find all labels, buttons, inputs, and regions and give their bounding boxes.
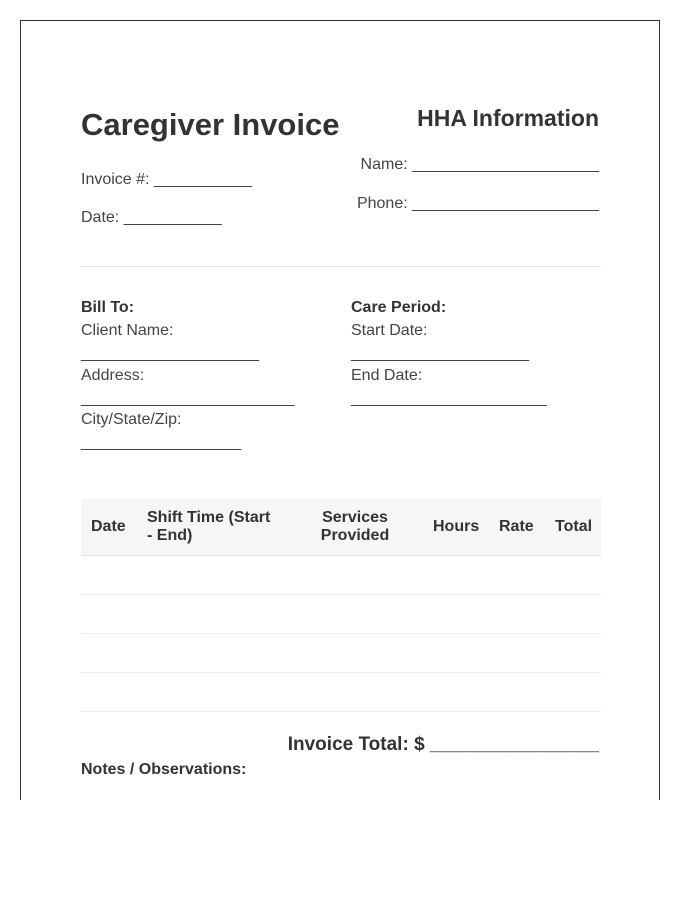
column-header-hours: Hours [423, 499, 489, 556]
table-cell[interactable] [489, 556, 545, 595]
table-cell[interactable] [489, 634, 545, 673]
address-label: Address: [81, 367, 145, 384]
section-divider [81, 266, 601, 267]
table-cell[interactable] [423, 556, 489, 595]
table-cell[interactable] [423, 634, 489, 673]
client-name-label: Client Name: [81, 322, 174, 339]
table-cell[interactable] [287, 673, 423, 712]
column-header-shift-time: Shift Time (Start - End) [137, 499, 287, 556]
client-name-line[interactable]: ____________________ [81, 345, 259, 362]
invoice-date-label: Date: [81, 209, 120, 226]
table-cell[interactable] [81, 595, 137, 634]
table-cell[interactable] [137, 673, 287, 712]
table-row[interactable] [81, 634, 601, 673]
hha-phone-field[interactable] [357, 195, 599, 213]
table-row[interactable] [81, 556, 601, 595]
invoice-total-field[interactable] [288, 734, 599, 756]
hha-phone-line[interactable]: _____________________ [412, 195, 599, 212]
table-cell[interactable] [545, 673, 601, 712]
start-date-label: Start Date: [351, 322, 428, 339]
table-row[interactable] [81, 673, 601, 712]
city-state-zip-line[interactable]: __________________ [81, 434, 242, 451]
hha-information-heading: HHA Information [417, 105, 599, 131]
table-cell[interactable] [287, 634, 423, 673]
table-cell[interactable] [489, 673, 545, 712]
table-cell[interactable] [137, 595, 287, 634]
invoice-number-label: Invoice #: [81, 171, 150, 188]
services-table [81, 499, 601, 712]
table-cell[interactable] [81, 634, 137, 673]
notes-label: Notes / Observations: [81, 761, 247, 778]
hha-phone-label: Phone: [356, 195, 408, 212]
table-cell[interactable] [137, 634, 287, 673]
invoice-number-line[interactable]: ___________ [153, 171, 252, 188]
address-line[interactable]: ________________________ [81, 390, 295, 407]
table-cell[interactable] [489, 595, 545, 634]
invoice-total-line[interactable]: ________________ [429, 734, 599, 755]
care-period-heading: Care Period: [351, 299, 447, 316]
invoice-number-field[interactable] [81, 171, 252, 189]
table-cell[interactable] [545, 634, 601, 673]
table-cell[interactable] [81, 556, 137, 595]
hha-name-line[interactable]: _____________________ [412, 156, 599, 173]
hha-name-field[interactable] [361, 156, 599, 174]
column-header-date: Date [81, 499, 137, 556]
table-cell[interactable] [287, 595, 423, 634]
invoice-page [20, 20, 660, 800]
table-cell[interactable] [81, 673, 137, 712]
hha-name-label: Name: [360, 156, 408, 173]
table-header-row [81, 499, 601, 556]
table-cell[interactable] [423, 595, 489, 634]
table-cell[interactable] [545, 595, 601, 634]
column-header-total: Total [545, 499, 601, 556]
table-cell[interactable] [287, 556, 423, 595]
invoice-title: Caregiver Invoice [81, 107, 340, 142]
table-cell[interactable] [545, 556, 601, 595]
invoice-date-field[interactable] [81, 209, 222, 227]
table-cell[interactable] [137, 556, 287, 595]
column-header-rate: Rate [489, 499, 545, 556]
end-date-line[interactable]: ______________________ [351, 390, 547, 407]
invoice-total-label: Invoice Total: $ [287, 734, 425, 755]
bill-to-heading: Bill To: [81, 299, 135, 316]
table-cell[interactable] [423, 673, 489, 712]
column-header-services-provided: Services Provided [287, 499, 423, 556]
city-state-zip-label: City/State/Zip: [81, 411, 182, 428]
invoice-date-line[interactable]: ___________ [123, 209, 222, 226]
end-date-label: End Date: [351, 367, 423, 384]
table-row[interactable] [81, 595, 601, 634]
start-date-line[interactable]: ____________________ [351, 345, 529, 362]
